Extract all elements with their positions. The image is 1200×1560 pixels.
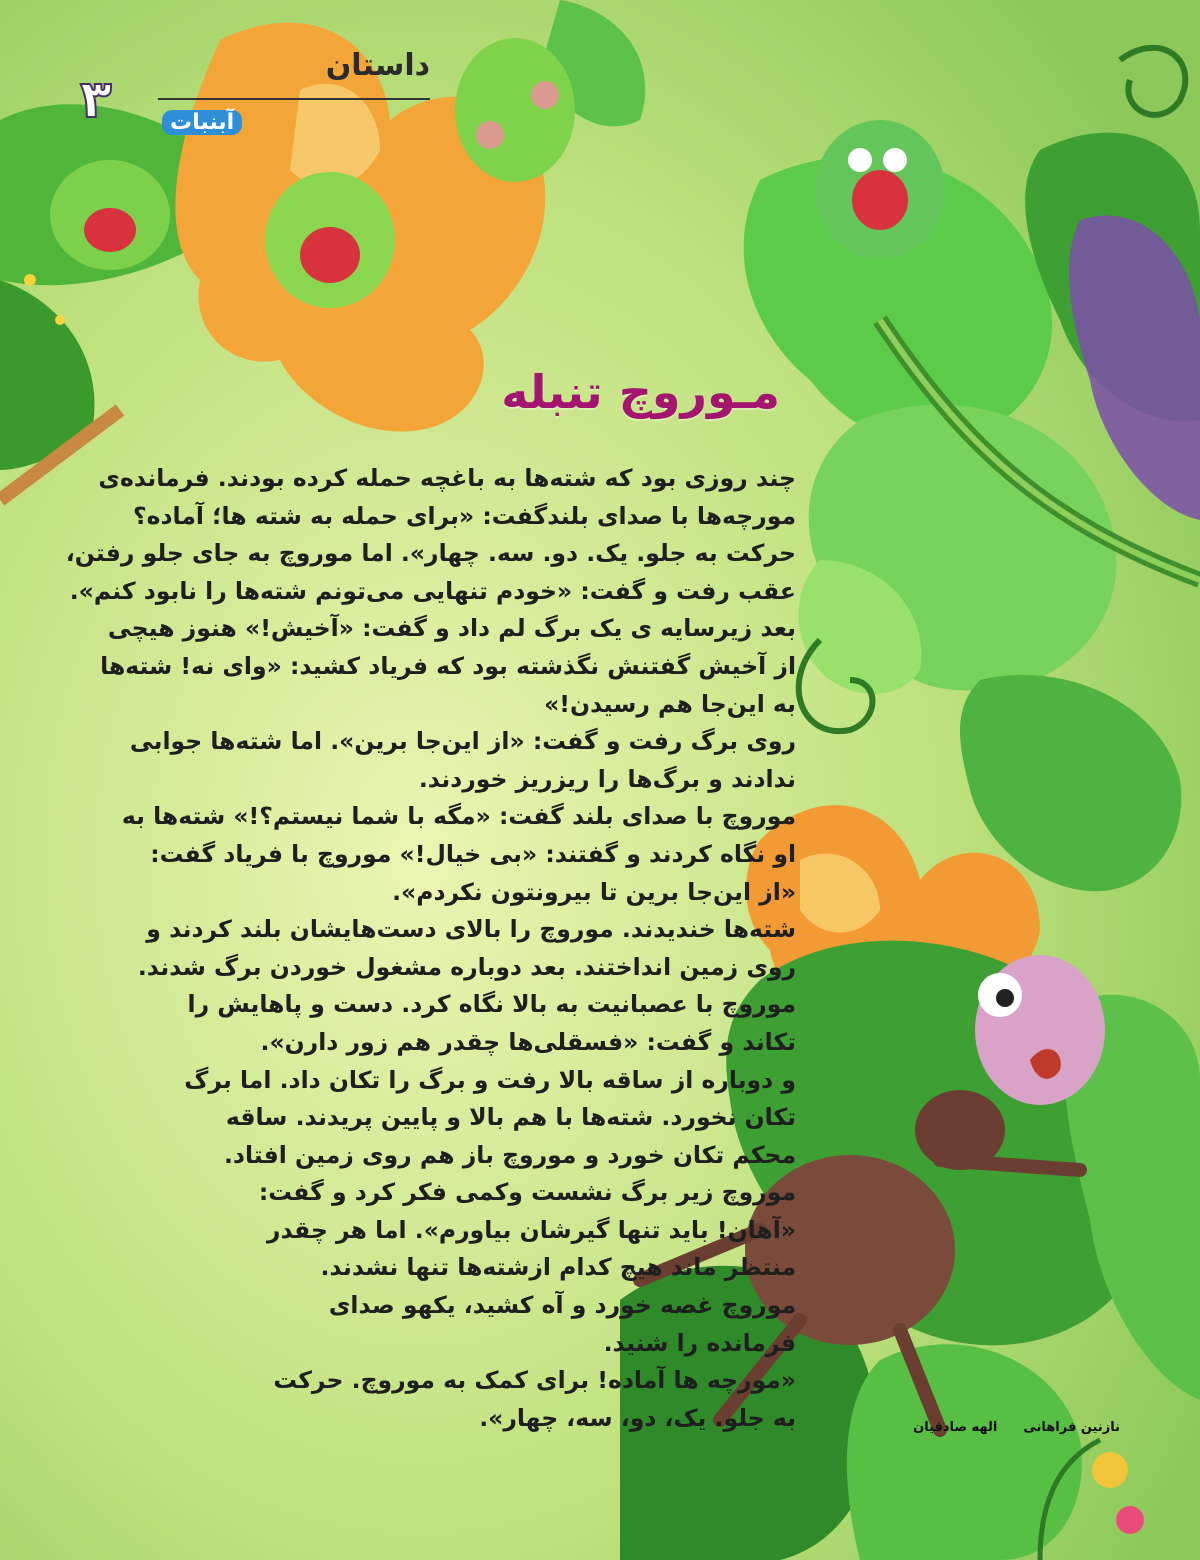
page-number: ۳	[80, 70, 112, 130]
story-line: ندادند و برگ‌ها را ریزریز خوردند.	[418, 764, 796, 793]
story-line: موروچ زیر برگ نشست وکمی فکر کرد و گفت:	[258, 1178, 796, 1207]
story-line: تکاند و گفت: «فسقلی‌ها چقدر هم زور دارن».	[260, 1027, 796, 1056]
story-line: حرکت به جلو. یک. دو. سه. چهار». اما موروچ به جای جلو رفتن،	[65, 539, 796, 568]
credits	[840, 1420, 1120, 1435]
story-line: به این‌جا هم رسیدن!»	[544, 689, 796, 718]
story-line: عقب رفت و گفت: «خودم تنهایی می‌تونم شته‌ها را نابود کنم».	[69, 576, 796, 605]
header-divider	[158, 98, 430, 100]
story-line: تکان نخورد. شته‌ها با هم بالا و پایین پریدند. ساقه	[225, 1103, 796, 1132]
story-body	[65, 460, 796, 1437]
story-line: منتظر ماند هیچ کدام ازشته‌ها تنها نشدند.	[320, 1253, 796, 1282]
story-line: «مورچه ها آماده! برای کمک به موروچ. حرکت	[273, 1366, 796, 1395]
story-line: چند روزی بود که شته‌ها به باغچه حمله کرده بودند. فرمانده‌ی	[98, 464, 796, 492]
story-line: و دوباره از ساقه بالا رفت و برگ را تکان داد. اما برگ	[184, 1065, 796, 1094]
illustrator-credit: الهه صادقیان	[913, 1420, 998, 1435]
story-line: روی زمین انداختند. بعد دوباره مشغول خوردن برگ شدند.	[137, 952, 796, 981]
story-line: محکم تکان خورد و موروچ باز هم روی زمین افتاد.	[223, 1140, 796, 1169]
brand-logo: آبنبات	[162, 110, 242, 135]
story-line: او نگاه کردند و گفتند: «بی خیال!» موروچ با فریاد گفت:	[150, 839, 796, 868]
story-line: موروچ غصه خورد و آه کشید، یکهو صدای	[328, 1291, 796, 1320]
story-line: از آخیش گفتنش نگذشته بود که فریاد کشید: «وای نه! شته‌ها	[100, 651, 796, 680]
story-line: به جلو. یک، دو، سه، چهار».	[479, 1403, 796, 1432]
section-title: داستان	[325, 48, 430, 83]
bug-top-center	[455, 38, 575, 182]
story-line: فرمانده را شنید.	[603, 1328, 796, 1357]
story-line: موروچ با صدای بلند گفت: «مگه با شما نیستم؟!» شته‌ها به	[121, 802, 796, 831]
story-line: «از این‌جا برین تا بیرونتون نکردم».	[392, 877, 796, 906]
story-line: شته‌ها خندیدند. موروچ را بالای دست‌هایشان بلند کردند و	[146, 915, 796, 944]
story-line: مورچه‌ها با صدای بلندگفت: «برای حمله به شته ها؛ آماده؟	[132, 501, 796, 530]
story-line: موروچ با عصبانیت به بالا نگاه کرد. دست و پاهایش را	[187, 990, 796, 1019]
author-credit: نازنین فراهانی	[1023, 1420, 1120, 1435]
story-line: بعد زیرسایه ی یک برگ لم داد و گفت: «آخیش!» هنوز هیچی	[107, 614, 796, 643]
story-title: مـوروچ تنبله	[501, 365, 780, 419]
story-line: روی برگ رفت و گفت: «از این‌جا برین». اما شته‌ها جوابی	[129, 727, 796, 756]
page-header	[60, 40, 430, 150]
story-line: «آهان! باید تنها گیرشان بیاورم». اما هر چقدر	[266, 1215, 796, 1244]
